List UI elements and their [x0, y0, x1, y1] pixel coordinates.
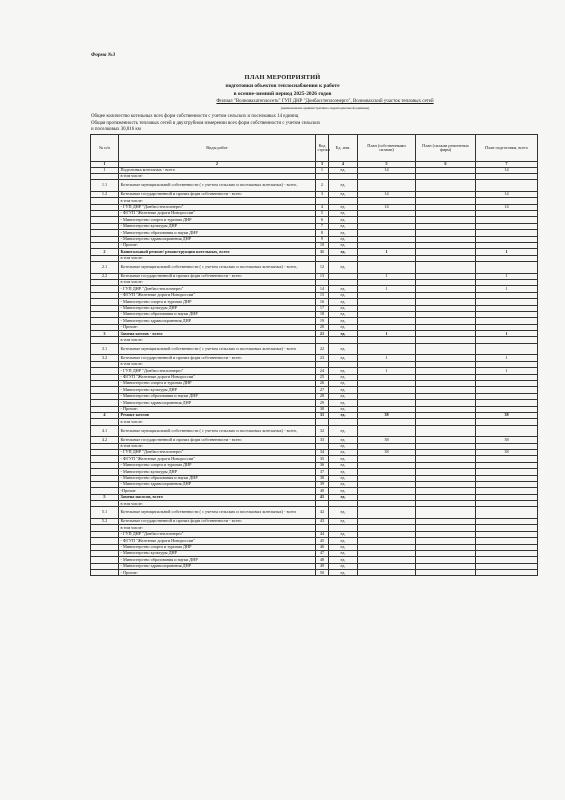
row-code: 4 — [316, 204, 329, 210]
row-number: 5.1 — [91, 507, 119, 519]
row-work: - ФГУП "Железные дороги Новороссии" — [119, 210, 316, 216]
row-work: - Министерство культуры ДНР — [119, 550, 316, 556]
row-work: - Министерство культуры ДНР — [119, 305, 316, 311]
row-number: 5.2 — [91, 518, 119, 524]
row-work: Котельные государственной и прочих форм собственности - всего — [119, 437, 316, 443]
row-work: -Прочие — [119, 488, 316, 494]
row-code: 21 — [316, 331, 329, 337]
col-header-plan-ready: План подготовки, всего — [476, 135, 538, 162]
row-plan-ready — [476, 180, 538, 192]
row-work: - Министерство спорта и туризма ДНР — [119, 299, 316, 305]
row-work: в том числе: — [119, 501, 316, 507]
row-work: - Министерство культуры ДНР — [119, 387, 316, 393]
row-work: - Министерство образования и науки ДНР — [119, 557, 316, 563]
row-unit: ед. — [329, 406, 358, 412]
row-unit: ед. — [329, 204, 358, 210]
row-unit: ед. — [329, 469, 358, 475]
row-work: - Прочие: — [119, 570, 316, 576]
row-work: Подготовка котельных - всего — [119, 167, 316, 173]
row-plan-ready: 38 — [476, 412, 538, 418]
row-number: 4.1 — [91, 425, 119, 437]
row-plan-ready: 1 — [476, 286, 538, 292]
row-code: 10 — [316, 242, 329, 248]
row-unit: ед. — [329, 324, 358, 330]
row-work: - ГУП ДНР "Донбасстеплоэнерго" — [119, 204, 316, 210]
row-plan-ready — [476, 507, 538, 519]
row-plan-ready: 14 — [476, 167, 538, 173]
row-unit: ед. — [329, 262, 358, 274]
row-work: - Министерство образования и науки ДНР — [119, 475, 316, 481]
row-code: 26 — [316, 380, 329, 386]
row-work: - Министерство образования и науки ДНР — [119, 311, 316, 317]
row-work: Котельные муниципальной собственности ( с учетом сельских и поселковых котельных) - всего, — [119, 425, 316, 437]
row-unit: ед. — [329, 242, 358, 248]
row-code: 43 — [316, 518, 329, 524]
row-code: 36 — [316, 462, 329, 468]
info-network-length-cont: и поселковых 30,816 км — [91, 127, 141, 132]
row-unit: ед. — [329, 443, 358, 449]
row-work: - Прочие: — [119, 242, 316, 248]
info-network-length: Общая протяженность тепловых сетей в двухтрубном измерении всех форм собственности с учетом сельских — [91, 121, 321, 126]
row-work: - Министерство здравоохранения ДНР — [119, 481, 316, 487]
row-work: - ФГУП "Железные дороги Новороссии" — [119, 538, 316, 544]
row-work: Котельные муниципальной собственности ( с учетом сельских и поселковых котельных) - всего — [119, 343, 316, 355]
row-plan-ready: 1 — [476, 249, 538, 255]
row-unit: ед. — [329, 400, 358, 406]
row-code: 29 — [316, 400, 329, 406]
row-code: 14 — [316, 286, 329, 292]
form-number: Форма №3 — [91, 52, 116, 58]
row-work: - Министерство спорта и туризма ДНР — [119, 544, 316, 550]
row-code: 32 — [316, 425, 329, 437]
table-row — [91, 507, 538, 519]
page-subtitle-1: подготовки объектов теплоснабжения к работе — [225, 83, 340, 89]
row-unit: ед. — [329, 368, 358, 374]
row-unit: ед. — [329, 311, 358, 317]
row-number: 3.2 — [91, 355, 119, 361]
row-code: 11 — [316, 249, 329, 255]
row-number: 3 — [91, 331, 119, 337]
row-code: 48 — [316, 557, 329, 563]
col-index: 1 — [91, 162, 119, 168]
row-plan-own: 1 — [358, 368, 416, 374]
row-work: - ГУП ДНР "Донбасстеплоэнерго" — [119, 286, 316, 292]
row-work: в том числе: — [119, 337, 316, 343]
row-unit: ед. — [329, 299, 358, 305]
row-unit: ед. — [329, 230, 358, 236]
row-code: 34 — [316, 449, 329, 455]
row-code: 24 — [316, 368, 329, 374]
row-code: 8 — [316, 230, 329, 236]
row-number: 5 — [91, 494, 119, 500]
row-code: 38 — [316, 475, 329, 481]
page-title: ПЛАН МЕРОПРИЯТИЙ — [244, 74, 321, 81]
row-unit: ед. — [329, 180, 358, 192]
row-plan-contract — [416, 570, 476, 576]
row-work: - Министерство здравоохранения ДНР — [119, 563, 316, 569]
row-code: 41 — [316, 494, 329, 500]
row-code: 46 — [316, 544, 329, 550]
row-code: 31 — [316, 412, 329, 418]
row-unit: ед. — [329, 518, 358, 524]
row-work: - ФГУП "Железные дороги Новороссии" — [119, 292, 316, 298]
row-plan-own — [358, 180, 416, 192]
table-header-row — [91, 135, 538, 162]
row-plan-ready: 38 — [476, 437, 538, 443]
row-unit: ед. — [329, 286, 358, 292]
row-plan-ready: 1 — [476, 273, 538, 279]
row-unit: ед. — [329, 223, 358, 229]
row-work: - ФГУП "Железные дороги Новороссии" — [119, 374, 316, 380]
row-code: 42 — [316, 507, 329, 519]
row-code: 39 — [316, 481, 329, 487]
organization-name: Филиал "Волновахатеплосеть" ГУП ДНР "Донбасстеплоэнерго", Волновахский участок тепловых сетей — [216, 99, 434, 104]
row-number — [91, 570, 119, 576]
row-plan-own — [358, 570, 416, 576]
table-row — [91, 570, 538, 576]
row-work: - Министерство спорта и туризма ДНР — [119, 217, 316, 223]
row-unit: ед. — [329, 488, 358, 494]
col-index: 4 — [329, 162, 358, 168]
row-work: в том числе: — [119, 361, 316, 367]
col-index: 6 — [416, 162, 476, 168]
row-unit: ед. — [329, 343, 358, 355]
row-work: Котельные государственной и прочих форм собственности - всего — [119, 518, 316, 524]
row-unit: ед. — [329, 217, 358, 223]
row-unit: ед. — [329, 570, 358, 576]
row-unit: ед. — [329, 425, 358, 437]
col-index: 2 — [119, 162, 316, 168]
row-unit: ед. — [329, 292, 358, 298]
row-plan-ready: 1 — [476, 368, 538, 374]
row-number: 2 — [91, 249, 119, 255]
row-work: Котельные государственной и прочих форм собственности - всего — [119, 273, 316, 279]
row-code: 40 — [316, 488, 329, 494]
row-plan-ready: 1 — [476, 355, 538, 361]
row-work: Котельные государственной и прочих форм собственности - всего — [119, 355, 316, 361]
col-index: 7 — [476, 162, 538, 168]
row-plan-own: 14 — [358, 204, 416, 210]
row-code: 2 — [316, 180, 329, 192]
row-code: 44 — [316, 531, 329, 537]
row-unit: ед. — [329, 374, 358, 380]
row-work: Капитальный ремонт/ реконструкция котельных, всего — [119, 249, 316, 255]
col-header-plan-contract: План (силами ремонтных фирм) — [416, 135, 476, 162]
row-unit: ед. — [329, 387, 358, 393]
row-work: - Министерство культуры ДНР — [119, 469, 316, 475]
col-header-plan-own: План (собственными силами) — [358, 135, 416, 162]
col-header-no: № п/п — [91, 135, 119, 162]
row-work: - Министерство здравоохранения ДНР — [119, 318, 316, 324]
row-code: 7 — [316, 223, 329, 229]
row-code: 33 — [316, 437, 329, 443]
row-unit: ед. — [329, 210, 358, 216]
row-work: в том числе: — [119, 198, 316, 204]
col-header-unit: Ед. изм. — [329, 135, 358, 162]
row-number: 4 — [91, 412, 119, 418]
row-plan-contract — [416, 343, 476, 355]
row-code: 28 — [316, 393, 329, 399]
row-code: 13 — [316, 273, 329, 279]
row-work: Замена котлов - всего — [119, 331, 316, 337]
row-plan-contract — [416, 425, 476, 437]
row-code: 1 — [316, 167, 329, 173]
row-work: - Министерство образования и науки ДНР — [119, 230, 316, 236]
row-unit: ед. — [329, 331, 358, 337]
row-number: 1 — [91, 167, 119, 173]
row-code: 37 — [316, 469, 329, 475]
row-unit: ед. — [329, 355, 358, 361]
row-work: - ГУП ДНР "Донбасстеплоэнерго" — [119, 368, 316, 374]
row-code: 9 — [316, 236, 329, 242]
table-row — [91, 425, 538, 437]
row-plan-contract — [416, 180, 476, 192]
row-work: - Министерство культуры ДНР — [119, 223, 316, 229]
row-plan-own: 1 — [358, 286, 416, 292]
row-unit: ед. — [329, 318, 358, 324]
row-code: 35 — [316, 456, 329, 462]
info-boiler-count: Общее количество котельных всех форм собственности с учетом сельских и поселковых 14 единиц — [91, 114, 299, 119]
row-plan-ready: 38 — [476, 449, 538, 455]
row-unit: ед. — [329, 475, 358, 481]
row-work: в том числе: — [119, 173, 316, 179]
row-plan-own: 14 — [358, 167, 416, 173]
row-plan-own: 1 — [358, 355, 416, 361]
row-code: 27 — [316, 387, 329, 393]
row-work: Замена насосов, всего — [119, 494, 316, 500]
row-plan-own: 38 — [358, 437, 416, 443]
row-unit: ед. — [329, 531, 358, 537]
col-index: 5 — [358, 162, 416, 168]
row-unit: ед. — [329, 305, 358, 311]
row-code: 18 — [316, 311, 329, 317]
row-unit: ед. — [329, 393, 358, 399]
row-code: 17 — [316, 305, 329, 311]
row-number: 1.1 — [91, 180, 119, 192]
row-work: Ремонт котлов — [119, 412, 316, 418]
row-plan-ready — [476, 343, 538, 355]
row-plan-own: 38 — [358, 449, 416, 455]
row-number: 4.2 — [91, 437, 119, 443]
row-code: 12 — [316, 262, 329, 274]
row-unit: ед. — [329, 538, 358, 544]
row-work: - ФГУП "Железные дороги Новороссии" — [119, 456, 316, 462]
row-unit: ед. — [329, 449, 358, 455]
row-work: - Министерство здравоохранения ДНР — [119, 400, 316, 406]
row-unit: ед. — [329, 236, 358, 242]
row-code: 6 — [316, 217, 329, 223]
row-unit: ед. — [329, 563, 358, 569]
row-work: - Прочие: — [119, 406, 316, 412]
row-unit: ед. — [329, 494, 358, 500]
row-unit: ед. — [329, 544, 358, 550]
row-code: 15 — [316, 292, 329, 298]
row-plan-ready — [476, 570, 538, 576]
row-code: 22 — [316, 343, 329, 355]
row-work: Котельные государственной и прочих форм собственности - всего — [119, 191, 316, 197]
row-work: - Прочие: — [119, 324, 316, 330]
row-code: 16 — [316, 299, 329, 305]
row-number: 2.2 — [91, 273, 119, 279]
row-unit: ед. — [329, 380, 358, 386]
row-unit: ед. — [329, 167, 358, 173]
row-plan-ready — [476, 425, 538, 437]
row-number: 1.2 — [91, 191, 119, 197]
row-unit: ед. — [329, 462, 358, 468]
row-unit: ед. — [329, 507, 358, 519]
col-header-work: Виды работ — [119, 135, 316, 162]
row-work: Котельные муниципальной собственности ( с учетом сельских и поселковых котельных) - всего, — [119, 262, 316, 274]
row-work: - ГУП ДНР "Донбасстеплоэнерго" — [119, 449, 316, 455]
row-plan-ready: 14 — [476, 204, 538, 210]
row-code: 5 — [316, 210, 329, 216]
row-plan-contract — [416, 507, 476, 519]
row-plan-contract — [416, 262, 476, 274]
row-work: - Министерство спорта и туризма ДНР — [119, 462, 316, 468]
row-code: 49 — [316, 563, 329, 569]
row-code: 20 — [316, 324, 329, 330]
row-plan-own: 38 — [358, 412, 416, 418]
table-row — [91, 180, 538, 192]
row-code: 19 — [316, 318, 329, 324]
plan-table — [90, 134, 538, 576]
row-plan-own — [358, 425, 416, 437]
col-index: 3 — [316, 162, 329, 168]
row-work: в том числе: — [119, 443, 316, 449]
row-work: - Министерство спорта и туризма ДНР — [119, 380, 316, 386]
row-code: 3 — [316, 191, 329, 197]
row-work: - Министерство здравоохранения ДНР — [119, 236, 316, 242]
row-number: 2.1 — [91, 262, 119, 274]
row-code: 47 — [316, 550, 329, 556]
row-unit: ед. — [329, 249, 358, 255]
row-plan-own: 1 — [358, 249, 416, 255]
row-work: Котельные муниципальной собственности ( с учетом сельских и поселковых котельных) - всего — [119, 507, 316, 519]
row-unit: ед. — [329, 412, 358, 418]
table-row — [91, 343, 538, 355]
row-work: - Министерство образования и науки ДНР — [119, 393, 316, 399]
row-plan-ready: 14 — [476, 191, 538, 197]
row-code: 50 — [316, 570, 329, 576]
row-plan-own — [358, 507, 416, 519]
row-work: в том числе: — [119, 525, 316, 531]
row-plan-own: 1 — [358, 331, 416, 337]
row-plan-own: 14 — [358, 191, 416, 197]
row-unit: ед. — [329, 557, 358, 563]
row-unit: ед. — [329, 437, 358, 443]
row-unit: ед. — [329, 481, 358, 487]
col-header-code: Код строки — [316, 135, 329, 162]
row-code: 30 — [316, 406, 329, 412]
row-plan-own: 1 — [358, 273, 416, 279]
row-code: 45 — [316, 538, 329, 544]
row-code: 23 — [316, 355, 329, 361]
row-work: в том числе: — [119, 419, 316, 425]
row-unit: ед. — [329, 456, 358, 462]
organization-note: (наименование административно-территориальной единицы) — [280, 106, 370, 110]
table-row — [91, 262, 538, 274]
row-plan-own — [358, 262, 416, 274]
row-work: в том числе: — [119, 255, 316, 261]
row-unit: ед. — [329, 191, 358, 197]
row-number: 3.1 — [91, 343, 119, 355]
row-plan-ready — [476, 262, 538, 274]
page-subtitle-2: в осенне-зимний период 2025-2026 годов — [233, 91, 332, 97]
row-code: 25 — [316, 374, 329, 380]
row-work: Котельные муниципальной собственности ( с учетом сельских и поселковых котельных) - всего, — [119, 180, 316, 192]
row-work: в том числе: — [119, 279, 316, 285]
row-work: - ГУП ДНР "Донбасстеплоэнерго" — [119, 531, 316, 537]
row-unit: ед. — [329, 550, 358, 556]
row-plan-own — [358, 343, 416, 355]
row-plan-ready: 1 — [476, 331, 538, 337]
